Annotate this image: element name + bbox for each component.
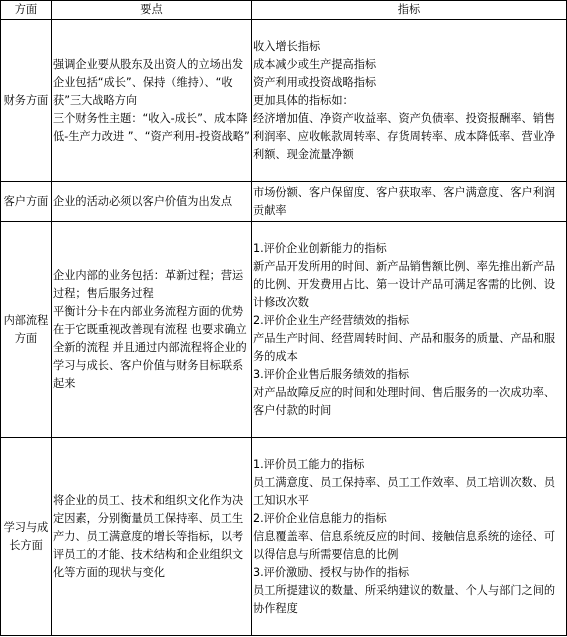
point-text: 强调企业要从股东及出资人的立场出发企业包括“成长”、保持（维持）、“收获”三大战略方向	[53, 57, 244, 107]
table-row-internal-process	[1, 222, 567, 438]
aspect-cell: 内部流程方面	[1, 222, 52, 438]
table-row-finance	[1, 20, 567, 182]
indicator-text: 更加具体的指标如：	[253, 93, 354, 107]
indicators-cell	[252, 182, 567, 222]
indicator-text: 新产品开发所用的时间、新产品销售额比例、率先推出新产品的比例、开发费用占比、第一设计产品可满足客需的比例、设计修改次数	[253, 259, 556, 309]
header-points: 要点	[52, 1, 252, 20]
indicator-text: 资产利用或投资战略指标	[253, 75, 377, 89]
indicator-text: 成本减少或生产提高指标	[253, 57, 377, 71]
point-text: 企业的活动必须以客户价值为出发点	[53, 194, 233, 208]
points-cell	[52, 438, 252, 636]
table-row-learning-growth	[1, 438, 567, 636]
header-row	[1, 1, 567, 20]
points-cell	[52, 20, 252, 182]
table-row-customer	[1, 182, 567, 222]
indicator-text: 2.评价企业生产经营绩效的指标	[253, 313, 410, 327]
aspect-cell: 客户方面	[1, 182, 52, 222]
indicator-text: 3.评价激励、授权与协作的指标	[253, 565, 410, 579]
indicator-text: 收入增长指标	[253, 39, 321, 53]
point-text: 平衡计分卡在内部业务流程方面的优势在于它既重视改善现有流程 也要求确立全新的流程 并且通过内部流程将企业的学习与成长、客户价值与财务目标联系起来	[53, 304, 247, 390]
indicator-text: 产品生产时间、经营周转时间、产品和服务的质量、产品和服务的成本	[253, 331, 556, 363]
aspect-cell: 学习与成长方面	[1, 438, 52, 636]
indicators-cell	[252, 20, 567, 182]
header-indicators: 指标	[252, 1, 567, 20]
indicator-text: 2.评价企业信息能力的指标	[253, 511, 387, 525]
indicator-text: 员工满意度、员工保持率、员工工作效率、员工培训次数、员工知识水平	[253, 475, 556, 507]
indicator-text: 对产品故障反应的时间和处理时间、售后服务的一次成功率、客户付款的时间	[253, 385, 556, 417]
indicator-text: 信息覆盖率、信息系统反应的时间、接触信息系统的途径、可以得信息与所需要信息的比例	[253, 529, 556, 561]
indicators-cell	[252, 438, 567, 636]
point-text: 企业内部的业务包括：革新过程；营运过程；售后服务过程	[53, 268, 244, 300]
header-aspect: 方面	[1, 1, 52, 20]
point-text: 三个财务性主题：“收入-成长”、成本降低-生产力改进 ”、“资产利用-投资战略”	[53, 111, 250, 143]
points-cell	[52, 222, 252, 438]
indicator-text: 1.评价企业创新能力的指标	[253, 241, 387, 255]
points-cell	[52, 182, 252, 222]
point-text: 将企业的员工、技术和组织文化作为决定因素，分别衡量员工保持率、员工生产力、员工满意度的增长等指标，以考评员工的才能、技术结构和企业组织文化等方面的现状与变化	[53, 493, 244, 579]
indicator-text: 经济增加值、净资产收益率、资产负债率、投资报酬率、销售利润率、应收帐款周转率、存货周转率、成本降低率、营业净利额、现金流量净额	[253, 111, 556, 161]
aspect-cell: 财务方面	[1, 20, 52, 182]
indicator-text: 员工所提建议的数量、所采纳建议的数量、个人与部门之间的协作程度	[253, 583, 556, 615]
indicator-text: 1.评价员工能力的指标	[253, 457, 365, 471]
indicator-text: 3.评价企业售后服务绩效的指标	[253, 367, 410, 381]
indicator-text: 市场份额、客户保留度、客户获取率、客户满意度、客户利润贡献率	[253, 185, 556, 217]
indicators-cell	[252, 222, 567, 438]
